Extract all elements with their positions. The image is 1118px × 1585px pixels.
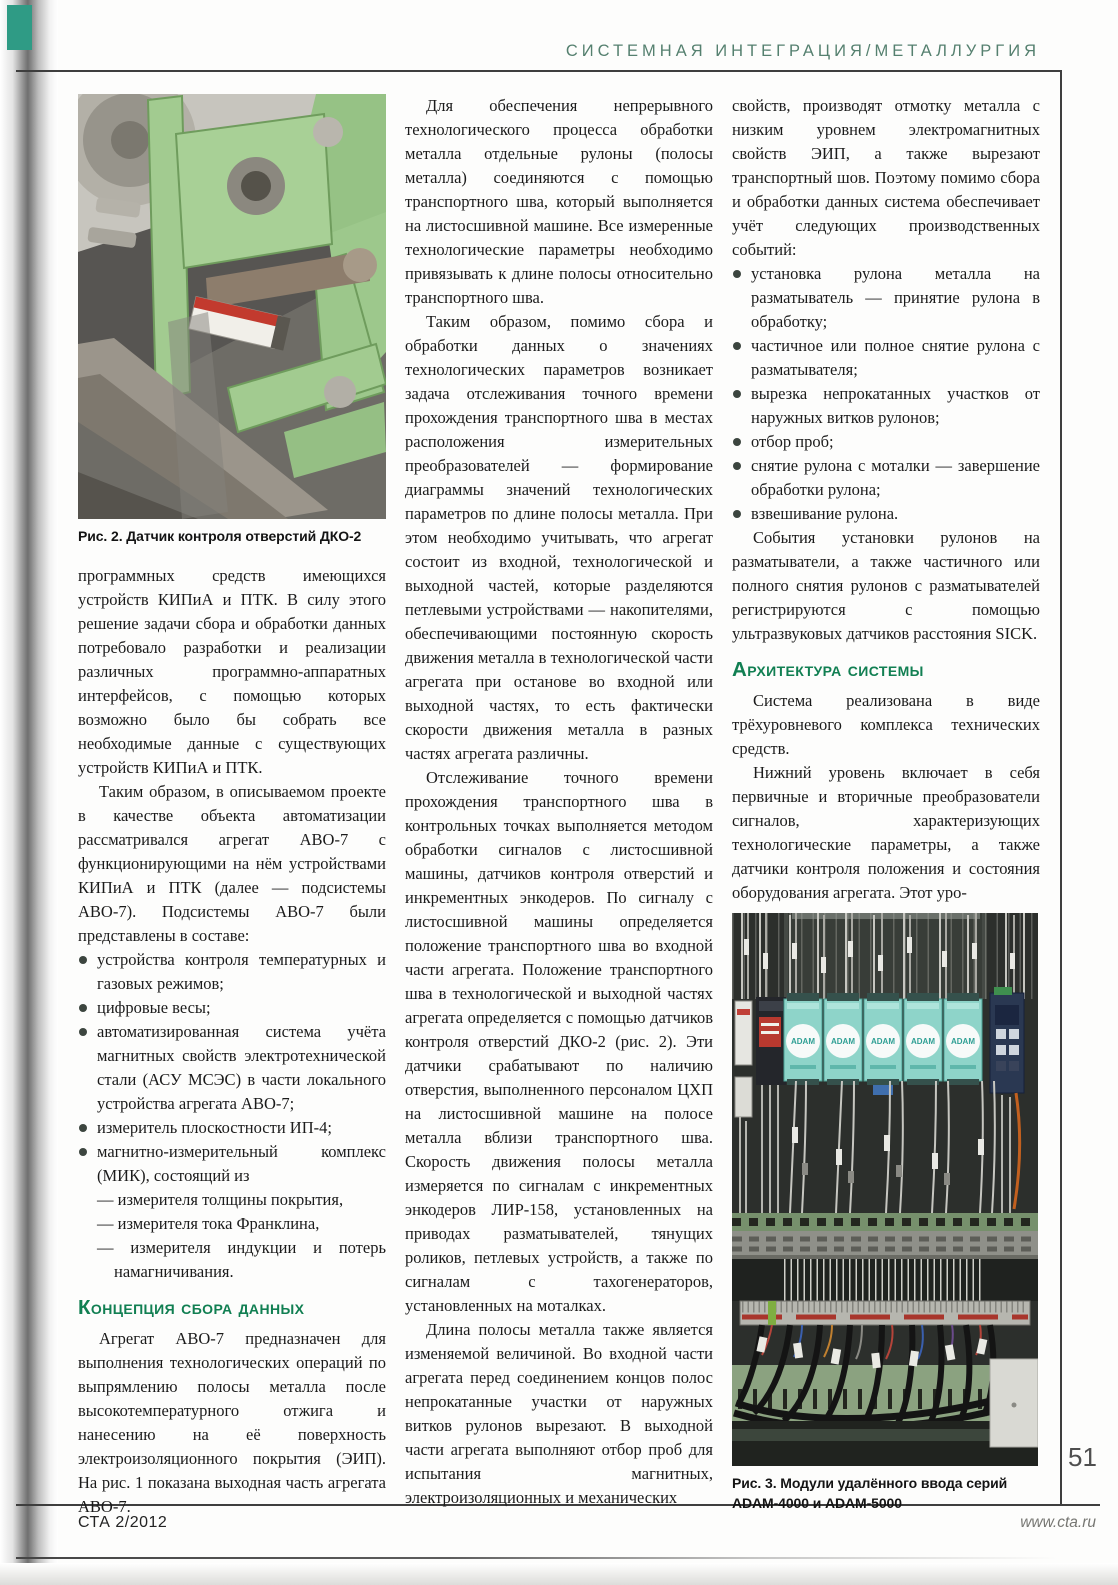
page-number: 51 [1068,1442,1097,1472]
bullet-icon [733,342,741,350]
adam-module-label: ADAM [951,1037,975,1046]
adam-module [824,993,862,1085]
paragraph: Нижний уровень включает в себя первичные и вторичные преобразователи сигналов, характеризующих технологические параметры, а также датчики контроля положения и состояния оборудования агрегата. Этот уро- [732,763,1040,902]
figure2-photo [78,94,386,519]
paragraph: Для обеспечения непрерывного технологического процесса обработки металла отдельные рулоны (полосы металла) соединяются с помощью транспортного шва, который выполняется на листосшивной машине. Все измеренные технологические параметры необходимо привязывать к длине полосы относительно транспортного шва. [405,96,713,307]
paragraph: свойств, производят отмотку металла с низким уровнем электромагнитных свойств ЭИП, а также вырезают транспортный шов. Поэтому помимо сбора и обработки данных система обеспечивает учёт следующих производственных событий: [732,96,1040,259]
content-columns [78,94,1040,1531]
header-rule [16,70,1062,72]
paragraph: программных средств имеющихся устройств КИПиА и ПТК. В силу этого решение задачи сбора и обработки данных потребовало разработки и реализации различных программно-аппаратных интерфейсов, с помощью которых возможно было бы собрать все необходимые данные с существующих устройств КИПиА и ПТК. [78,566,386,777]
bullet-icon [733,438,741,446]
section-heading-architecture: Архитектура системы [732,658,924,681]
adam-module-label: ADAM [831,1037,855,1046]
column-1 [78,94,386,1531]
bullet-icon [79,1028,87,1036]
junction-box [990,1359,1038,1447]
column-2 [405,94,713,1531]
figure3-caption: Рис. 3. Модули удалённого ввода серий ADAM-4000 и ADAM-5000 [732,1475,1008,1511]
corner-tab [7,5,32,50]
figure3 [732,913,1040,1513]
paragraph: Таким образом, в описываемом проекте в качестве объекта автоматизации рассматривался агрегат АВО-7 с функционирующими на нём устройствами КИПиА и ПТК (далее — подсистемы АВО-7). Подсистемы АВО-7 были представлены в составе: [78,782,386,945]
adam-module [864,993,902,1095]
bullet-item: отбор проб; [732,430,1040,454]
paragraph: Таким образом, помимо сбора и обработки данных о значениях технологических параметров возникает задача отслеживания точного времени прохождения транспортного шва в местах расположения измерительных преобразователей — формирование диаграммы значений технологических параметров по длине полосы металла. При этом необходимо учитывать, что агрегат состоит из входной, технологической и выходной частей, которые разделяются петлевыми устройствами — накопителями, обеспечивающими постоянную скорость движения металла в технологической части агрегата при останове во входной или выходной частях, то есть фактически скорости движения металла в разных частях агрегата различны. [405,312,713,763]
bullet-list [732,262,1040,526]
paragraph: Агрегат АВО-7 предназначен для выполнения технологических операций по выпрямлению полосы металла после высокотемпературного отжига и нанесению на её поверхность электроизоляционного покрытия (ЭИП). На рис. 1 показана выходная часть агрегата АВО-7. [78,1329,386,1516]
adam-module [944,993,982,1085]
figure3-photo [732,913,1038,1466]
bullet-icon [733,270,741,278]
sub-item: — измерителя тока Франклина, [97,1214,320,1233]
adam-module-label: ADAM [911,1037,935,1046]
adam-module-label: ADAM [791,1037,815,1046]
bullet-icon [733,510,741,518]
adam-module-label: ADAM [871,1037,895,1046]
bullet-item: вырезка непрокатанных участков от наружных витков рулонов; [732,382,1040,430]
page-bottom-edge [0,1563,1118,1585]
section-header-label: СИСТЕМНАЯ ИНТЕГРАЦИЯ/МЕТАЛЛУРГИЯ [565,42,1040,60]
bullet-item: магнитно-измерительный комплекс (МИК), состоящий из — измерителя толщины покрытия, — измерителя тока Франклина, — измерителя индукции и потерь намагничивания. [78,1140,386,1284]
bullet-item: взвешивание рулона. [732,502,1040,526]
paragraph: Система реализована в виде трёхуровневого комплекса технических средств. [732,691,1040,758]
bullet-icon [733,462,741,470]
cable-tray [732,1231,1038,1259]
bullet-icon [79,1124,87,1132]
bullet-item: устройства контроля температурных и газовых режимов; [78,948,386,996]
footer-website: www.cta.ru [1020,1514,1096,1531]
terminal-strip [740,1301,1030,1325]
circuit-breakers [735,1001,752,1117]
bullet-item: автоматизированная система учёта магнитных свойств электротехнической стали (АСУ МСЭС) в части локального устройства агрегата АВО-7; [78,1020,386,1116]
binding-edge-shadow [0,0,58,1585]
paragraph: Длина полосы металла также является изменяемой величиной. Во входной части агрегата перед соединением концов полос непрокатанные участки от наружных витков рулонов вырезают. В выходной части агрегата выполняют отбор проб для испытания магнитных, электроизоляционных и механических [405,1320,713,1507]
figure2-caption: Рис. 2. Датчик контроля отверстий ДКО-2 [78,528,362,544]
bullet-icon [79,956,87,964]
adam-module [784,993,822,1085]
bullet-list [78,948,386,1284]
sub-item: — измерителя индукции и потерь намагничивания. [97,1238,386,1281]
bullet-item: частичное или полное снятие рулона с разматывателя; [732,334,1040,382]
bullet-item: цифровые весы; [78,996,386,1020]
section-heading-data-collection: Концепция сбора данных [78,1296,305,1319]
figure2 [78,94,386,546]
adam-module [904,993,942,1085]
paragraph: Отслеживание точного времени прохождения транспортного шва в контрольных точках выполняется методом обработки сигналов с листосшивной машины, датчиков контроля отверстий и инкрементных энкодеров. По сигналу с листосшивной машины определяется положение транспортного шва во входной части агрегата. Положение транспортного шва в технологической и выходной частях агрегата определяется с помощью датчиков контроля отверстий ДКО-2 (рис. 2). Эти датчики срабатывают по наличию отверстия, выполненного персоналом ЦХП на листосшивной машине на полосе металла вблизи транспортного шва. Скорость движения полосы металла измеряется по сигналам с инкрементных энкодеров ЛИР-158, установленных на приводах разматывателей, тянущих роликов, петлевых устройств, а также по сигналам с тахогенераторов, установленных на моталках. [405,768,713,1315]
bullet-item: снятие рулона с моталки — завершение обработки рулона; [732,454,1040,502]
bullet-icon [733,390,741,398]
footer-issue: СТА 2/2012 [78,1514,168,1531]
right-margin-rule [1060,70,1062,1506]
bullet-icon [79,1004,87,1012]
power-supply [756,997,786,1085]
paragraph: События установки рулонов на разматыватели, а также частичного или полного снятия рулонов с разматывателей регистрируются с помощью ультразвуковых датчиков расстояния SICK. [732,528,1040,643]
bullet-item: установка рулона металла на разматыватель — принятие рулона в обработку; [732,262,1040,334]
sub-item: — измерителя толщины покрытия, [97,1190,344,1209]
bullet-item: измеритель плоскостности ИП-4; [78,1116,386,1140]
column-3 [732,94,1040,1531]
bullet-icon [79,1148,87,1156]
page-bottom-rule [16,1557,1100,1559]
